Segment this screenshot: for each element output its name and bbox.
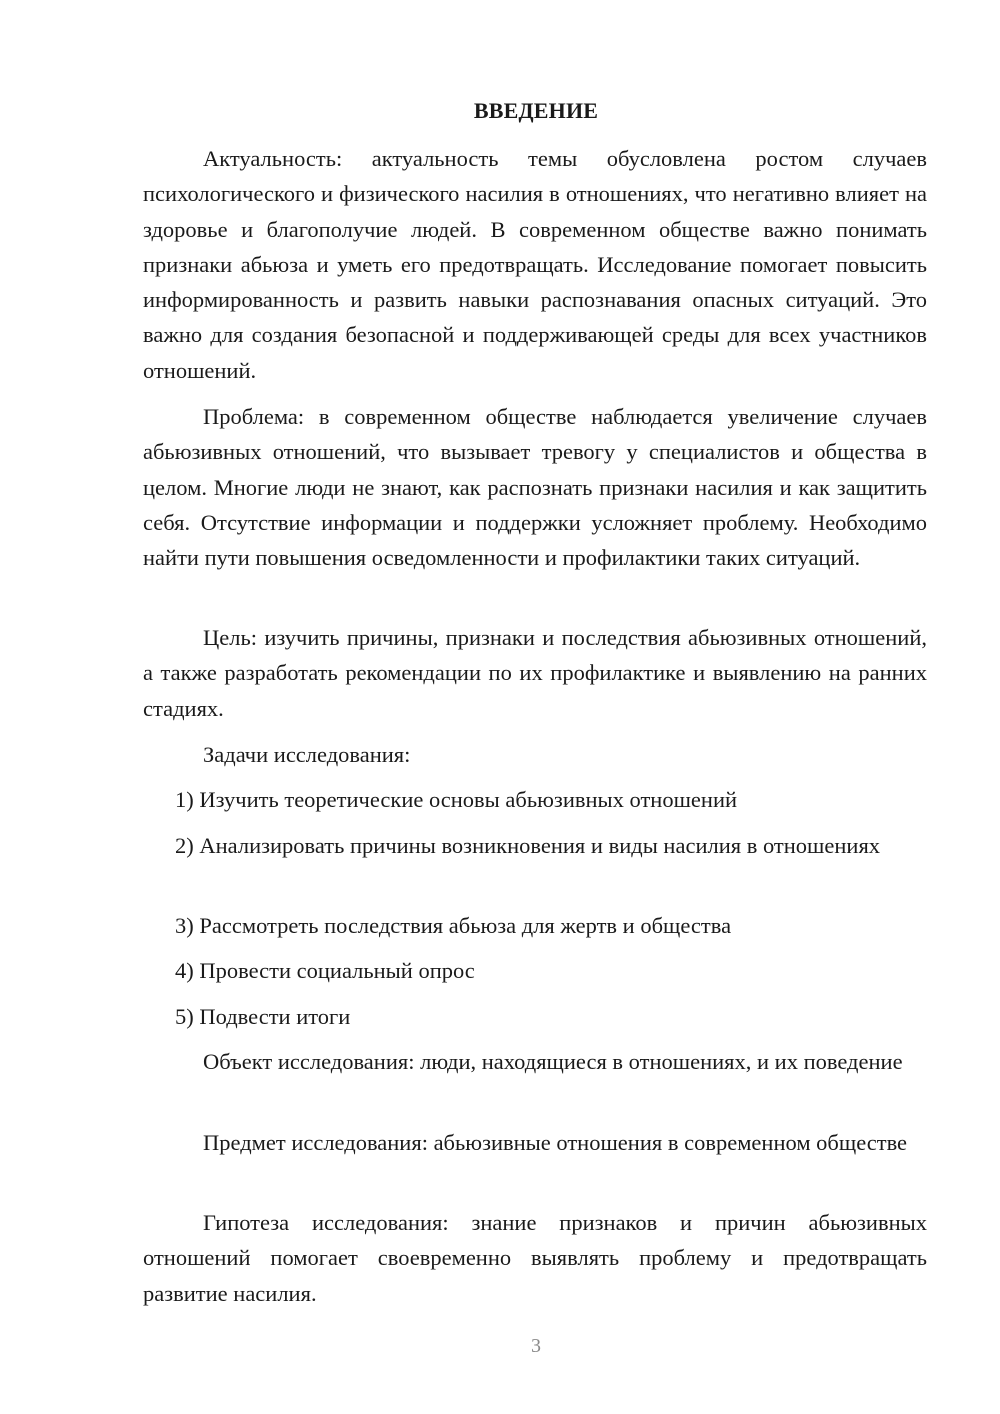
tasks-heading: Задачи исследования:	[203, 742, 411, 767]
page-number: 3	[531, 1335, 541, 1357]
task-item-5: 5) Подвести итоги	[175, 1004, 351, 1029]
paragraph-problem: Проблема: в современном обществе наблюдается увеличение случаев абьюзивных отношений, что вызывает тревогу у специалистов и общества в целом. Многие люди не знают, как распознать признаки насилия и как защитить себя. Отсутствие информации и поддержки усложняет проблему. Необходимо найти пути повышения осведомленности и профилактики таких ситуаций.	[143, 404, 927, 571]
paragraph-relevance: Актуальность: актуальность темы обусловлена ростом случаев психологического и физического насилия в отношениях, что негативно влияет на здоровье и благополучие людей. В современном обществе важно понимать признаки абьюза и уметь его предотвращать. Исследование помогает повысить информированность и развить навыки распознавания опасных ситуаций. Это важно для создания безопасной и поддерживающей среды для всех участников отношений.	[143, 146, 927, 383]
task-item-3: 3) Рассмотреть последствия абьюза для жертв и общества	[175, 913, 732, 938]
paragraph-goal: Цель: изучить причины, признаки и последствия абьюзивных отношений, а также разработать рекомендации по их профилактике и выявлению на ранних стадиях.	[143, 625, 927, 721]
section-title: ВВЕДЕНИЕ	[473, 98, 599, 123]
task-item-1: 1) Изучить теоретические основы абьюзивных отношений	[175, 787, 738, 812]
paragraph-subject: Предмет исследования: абьюзивные отношения в современном обществе	[203, 1130, 908, 1155]
paragraph-object: Объект исследования: люди, находящиеся в отношениях, и их поведение	[203, 1049, 903, 1074]
task-item-2: 2) Анализировать причины возникновения и виды насилия в отношениях	[175, 833, 881, 858]
task-item-4: 4) Провести социальный опрос	[175, 958, 475, 983]
paragraph-hypothesis: Гипотеза исследования: знание признаков и причин абьюзивных отношений помогает своевременно выявлять проблему и предотвращать развитие насилия.	[143, 1210, 927, 1306]
